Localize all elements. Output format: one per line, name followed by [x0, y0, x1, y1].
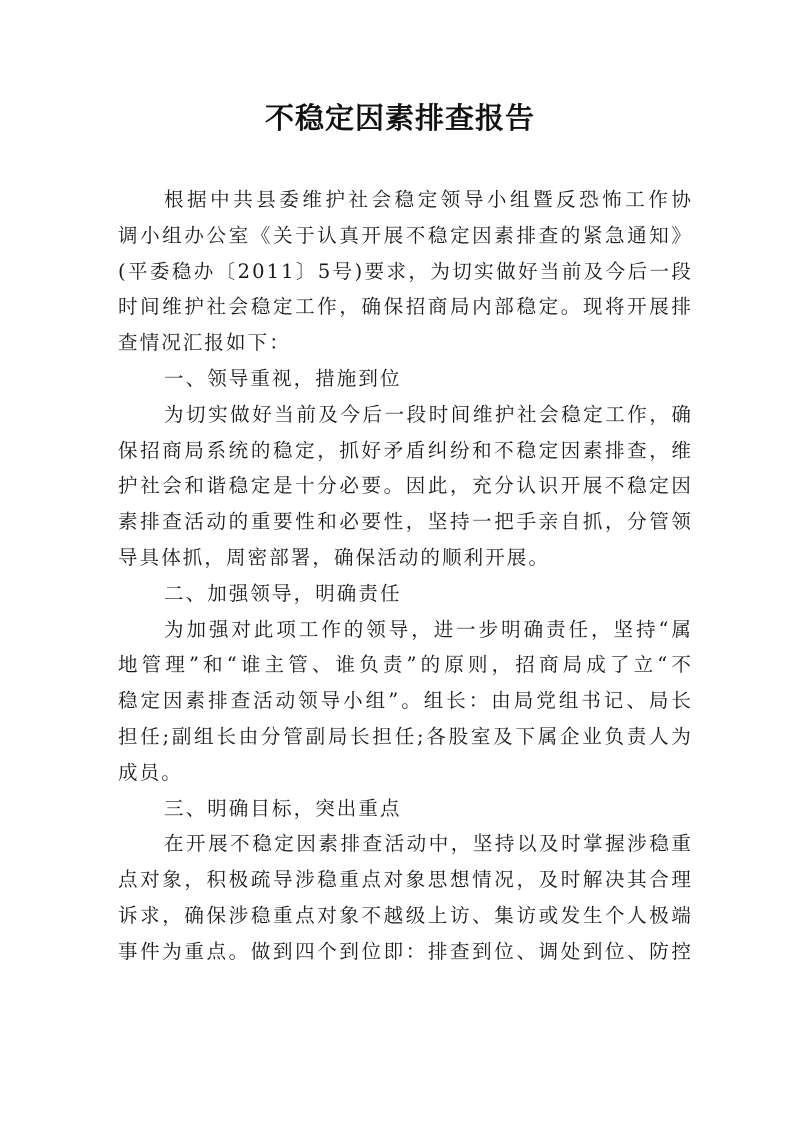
body-line: 三、明确目标，突出重点: [164, 796, 402, 820]
body-line: 稳定因素排查活动领导小组”。组长：由局党组书记、局长: [118, 689, 693, 713]
document-body: [118, 182, 693, 970]
body-line: 地管理”和“谁主管、谁负责”的原则，招商局成了立“不: [118, 653, 693, 677]
body-line: 时间维护社会稳定工作，确保招商局内部稳定。现将开展排: [118, 295, 693, 319]
body-line: 根据中共县委维护社会稳定领导小组暨反恐怖工作协: [164, 188, 693, 211]
document-title: 不稳定因素排查报告: [264, 101, 535, 135]
body-line: 担任;副组长由分管副局长担任;各股室及下属企业负责人为: [118, 724, 693, 748]
body-line: 查情况汇报如下：: [118, 331, 291, 355]
body-line: 导具体抓，周密部署，确保活动的顺利开展。: [118, 545, 551, 569]
body-line: 一、领导重视，措施到位: [164, 366, 402, 390]
body-line: 成员。: [118, 760, 183, 784]
body-line: 为加强对此项工作的领导，进一步明确责任，坚持“属: [164, 617, 693, 641]
body-line: 在开展不稳定因素排查活动中，坚持以及时掌握涉稳重: [164, 832, 693, 856]
body-line: 事件为重点。做到四个到位即：排查到位、调处到位、防控: [118, 939, 693, 963]
body-line: (平委稳办〔2011〕5号)要求，为切实做好当前及今后一段: [118, 259, 693, 283]
body-line: 为切实做好当前及今后一段时间维护社会稳定工作，确: [164, 402, 693, 426]
body-line: 点对象，积极疏导涉稳重点对象思想情况，及时解决其合理: [118, 868, 693, 892]
body-line: 调小组办公室《关于认真开展不稳定因素排查的紧急通知》: [118, 223, 693, 247]
body-line: 诉求，确保涉稳重点对象不越级上访、集访或发生个人极端: [118, 903, 693, 927]
body-line: 保招商局系统的稳定，抓好矛盾纠纷和不稳定因素排查，维: [118, 438, 693, 462]
body-line: 素排查活动的重要性和必要性，坚持一把手亲自抓，分管领: [118, 510, 693, 534]
body-line: 护社会和谐稳定是十分必要。因此，充分认识开展不稳定因: [118, 474, 693, 498]
body-line: 二、加强领导，明确责任: [164, 581, 402, 605]
